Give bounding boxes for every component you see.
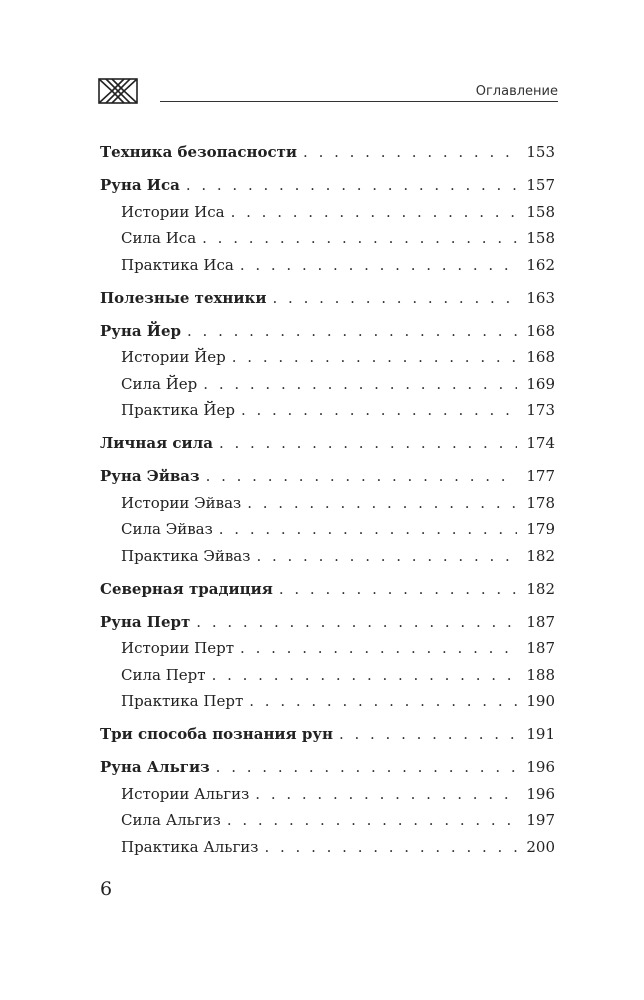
toc-entry-page: 174: [526, 434, 555, 452]
dot-leader: [187, 318, 517, 345]
dot-leader: [203, 371, 517, 398]
toc-entry-title: Истории Альгиз: [121, 784, 250, 803]
dot-leader: [264, 834, 517, 861]
toc-chapter-entry[interactable]: [100, 721, 555, 748]
toc-chapter-entry[interactable]: [100, 430, 555, 457]
toc-entry-title: Руна Иса: [100, 176, 180, 194]
toc-entry-page: 162: [526, 255, 555, 274]
toc-section-entry[interactable]: [100, 344, 555, 371]
toc-entry-page: 163: [526, 288, 555, 307]
table-of-contents: [100, 139, 555, 860]
toc-entry-title: Практика Йер: [121, 401, 235, 419]
toc-entry-page: 200: [526, 837, 555, 856]
dot-leader: [231, 199, 517, 226]
toc-section-entry[interactable]: [100, 252, 555, 279]
toc-entry-title: Полезные техники: [100, 288, 267, 307]
running-header-title: Оглавление: [475, 84, 558, 99]
toc-entry-title: Практика Перт: [121, 692, 244, 710]
dot-leader: [206, 463, 517, 490]
toc-section-entry[interactable]: [100, 662, 555, 689]
dot-leader: [186, 172, 517, 199]
toc-entry-title: Истории Иса: [121, 202, 225, 221]
toc-entry-title: Истории Йер: [121, 348, 226, 366]
toc-entry-title: Руна Эйваз: [100, 467, 200, 485]
dot-leader: [216, 754, 517, 781]
toc-entry-page: 158: [526, 229, 555, 247]
page-number: 6: [100, 878, 113, 900]
toc-entry-title: Практика Эйваз: [121, 546, 251, 565]
toc-chapter-entry[interactable]: [100, 318, 555, 345]
dot-leader: [202, 225, 517, 252]
dot-leader: [303, 139, 517, 166]
dot-leader: [255, 781, 517, 808]
dot-leader: [232, 344, 517, 371]
dot-leader: [227, 807, 517, 834]
toc-entry-page: 169: [526, 374, 555, 393]
toc-entry-page: 178: [526, 493, 555, 512]
toc-entry-page: 187: [526, 639, 555, 657]
toc-entry-page: 197: [526, 811, 555, 829]
toc-entry-page: 158: [526, 202, 555, 221]
dot-leader: [249, 688, 517, 715]
toc-entry-title: Сила Иса: [121, 229, 197, 247]
toc-entry-page: 179: [526, 520, 555, 538]
toc-section-entry[interactable]: [100, 371, 555, 398]
toc-section-entry[interactable]: [100, 635, 555, 662]
dot-leader: [241, 397, 517, 424]
toc-entry-page: 153: [526, 143, 555, 161]
dot-leader: [219, 430, 517, 457]
toc-section-entry[interactable]: [100, 516, 555, 543]
dot-leader: [212, 662, 517, 689]
toc-entry-title: Практика Альгиз: [121, 837, 259, 856]
toc-section-entry[interactable]: [100, 397, 555, 424]
toc-entry-title: Практика Иса: [121, 255, 234, 274]
toc-entry-page: 168: [526, 348, 555, 366]
toc-entry-page: 177: [526, 467, 555, 485]
toc-entry-page: 196: [526, 758, 555, 776]
toc-entry-title: Личная сила: [100, 434, 213, 452]
dot-leader: [256, 543, 517, 570]
toc-section-entry[interactable]: [100, 543, 555, 570]
toc-chapter-entry[interactable]: [100, 139, 555, 166]
toc-section-entry[interactable]: [100, 781, 555, 808]
toc-entry-page: 157: [526, 176, 555, 194]
dot-leader: [240, 635, 517, 662]
rune-knot-logo-icon: [98, 78, 138, 104]
toc-entry-title: Сила Перт: [121, 665, 206, 684]
dot-leader: [196, 609, 517, 636]
toc-chapter-entry[interactable]: [100, 609, 555, 636]
toc-entry-title: Руна Перт: [100, 612, 191, 631]
toc-section-entry[interactable]: [100, 225, 555, 252]
toc-chapter-entry[interactable]: [100, 576, 555, 603]
toc-entry-title: Сила Альгиз: [121, 811, 221, 829]
toc-entry-page: 173: [526, 401, 555, 419]
toc-entry-page: 188: [526, 665, 555, 684]
toc-chapter-entry[interactable]: [100, 172, 555, 199]
toc-entry-title: Руна Альгиз: [100, 758, 210, 776]
toc-entry-title: Три способа познания рун: [100, 725, 333, 743]
toc-entry-page: 190: [526, 692, 555, 710]
toc-entry-page: 182: [526, 579, 555, 598]
toc-entry-page: 187: [526, 612, 555, 631]
dot-leader: [247, 490, 517, 517]
toc-entry-title: Истории Эйваз: [121, 493, 242, 512]
toc-section-entry[interactable]: [100, 807, 555, 834]
toc-section-entry[interactable]: [100, 199, 555, 226]
toc-entry-title: Истории Перт: [121, 639, 235, 657]
dot-leader: [339, 721, 517, 748]
toc-entry-title: Сила Йер: [121, 374, 198, 393]
dot-leader: [279, 576, 517, 603]
header-rule: [160, 101, 558, 102]
toc-entry-page: 168: [526, 321, 555, 340]
toc-section-entry[interactable]: [100, 834, 555, 861]
toc-entry-page: 191: [526, 725, 555, 743]
toc-entry-page: 182: [526, 546, 555, 565]
toc-entry-title: Руна Йер: [100, 321, 182, 340]
toc-entry-title: Сила Эйваз: [121, 520, 213, 538]
toc-section-entry[interactable]: [100, 688, 555, 715]
toc-chapter-entry[interactable]: [100, 463, 555, 490]
dot-leader: [240, 252, 517, 279]
toc-entry-title: Техника безопасности: [100, 143, 298, 161]
toc-entry-title: Северная традиция: [100, 579, 273, 598]
toc-chapter-entry[interactable]: [100, 285, 555, 312]
toc-section-entry[interactable]: [100, 490, 555, 517]
dot-leader: [273, 285, 518, 312]
toc-entry-page: 196: [526, 784, 555, 803]
dot-leader: [219, 516, 517, 543]
toc-chapter-entry[interactable]: [100, 754, 555, 781]
